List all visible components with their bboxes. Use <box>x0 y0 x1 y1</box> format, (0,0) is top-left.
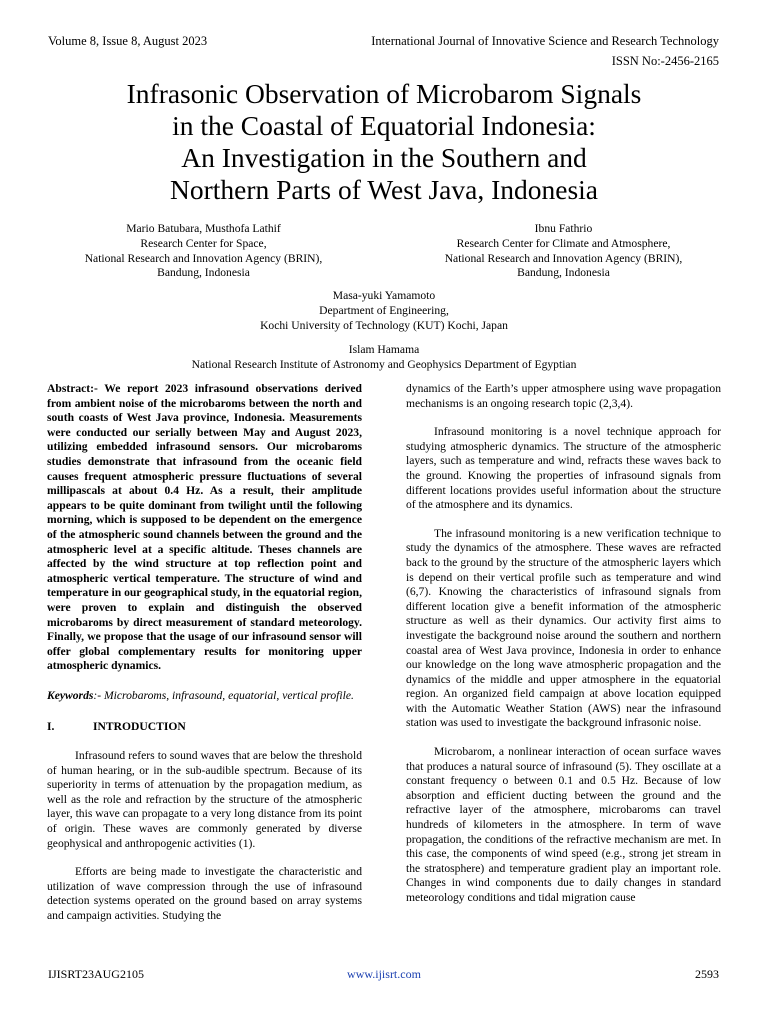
body-paragraph: The infrasound monitoring is a new verification technique to study the dynamics of the atmosphere. These waves are refracted back to the ground by the structure of the atmospheric layers which is depend on their vertical profile such as temperature and wind (6,7). Knowing the characteristics of infrasound signals from different location give a benefit information of the atmospheric structure as well as their dynamics. Our activity first aims to investigate the background noise around the southern and northern coastal area of West Java province, Indonesia in order to enhance our knowledge on the long wave atmospheric propagation and the dynamics of the middle and upper atmosphere in the equatorial region. An organized field campaign at above location equipped with the Automatic Weather Station (AWS) near the infrasound station was used to investigate the background infrasonic noise. <box>406 526 721 730</box>
section-number: I. <box>47 720 55 734</box>
title-line: in the Coastal of Equatorial Indonesia: <box>172 110 596 141</box>
page-number: 2593 <box>695 967 719 981</box>
right-column <box>406 382 721 906</box>
section-title: INTRODUCTION <box>93 720 186 734</box>
left-column <box>47 382 362 924</box>
paper-title <box>0 78 768 206</box>
keywords <box>47 689 362 704</box>
author-location: Bandung, Indonesia <box>517 266 610 280</box>
section-heading <box>47 720 362 735</box>
body-paragraph: Infrasound refers to sound waves that are below the threshold of human hearing, or in the sub-audible spectrum. Because of its superiority in terms of attenuation by the propagation medium, as well as the role and refraction by the structure of the atmospheric layer, this wave can propagate to a very long distance from its point of origin. These waves are commonly generated by diverse geophysical and anthropogenic activities (1). <box>47 749 362 850</box>
author-affiliation: National Research Institute of Astronomy and Geophysics Department of Egyptian <box>191 357 577 371</box>
body-paragraph: Infrasound monitoring is a novel technique approach for studying atmospheric dynamics. The structure of the atmospheric layers, such as temperature and wind, refracts these waves back to the ground. Knowing the properties of infrasound signals from different locations provides useful information about the structure of the atmosphere and its dynamics. <box>406 425 721 512</box>
author-affiliation: Research Center for Space, <box>140 236 267 250</box>
journal-name: International Journal of Innovative Science and Research Technology <box>371 34 719 48</box>
author-names: Ibnu Fathrio <box>534 222 593 235</box>
author-affiliation: National Research and Innovation Agency (BRIN), <box>444 251 683 265</box>
abstract: Abstract:- We report 2023 infrasound observations derived from ambient noise of the microbaroms between the north and south coasts of West Java province, Indonesia. Measurements were conducted our serially between May and August 2023, utilizing embedded infrasound sensors. Our microbaroms studies demonstrate that infrasound from the oceanic field causes frequent atmospheric pressure fluctuations of several millipascals at about 0.4 Hz. As a result, their amplitude appears to be quite dominant from twilight until the following morning, which is supposed to be dependent on the emergence of the atmospheric sound channels between the ground and the atmospheric level at a specific altitude. Theses channels are affected by the wind structure at top reflection point and atmospheric vertical temperature. The structure of wind and temperature in our geographical study, in the equatorial region, were proven to explain and distinguish the observed microbaroms by direct measurement of standard meteorology. Finally, we propose that the usage of our infrasound sensor will offer global complementary results for monitoring upper atmospheric dynamics. <box>47 382 362 673</box>
body-paragraph: Efforts are being made to investigate the characteristic and utilization of wave compression through the use of infrasound detection systems operated on the ground based on array systems and campaign activities. Studying the <box>47 865 362 922</box>
author-block-right <box>422 222 705 281</box>
author-affiliation: National Research and Innovation Agency (BRIN), <box>84 251 323 265</box>
footer-url-link[interactable]: www.ijisrt.com <box>347 967 421 981</box>
body-paragraph: dynamics of the Earth’s upper atmosphere using wave propagation mechanisms is an ongoing research topic (2,3,4). <box>406 382 721 410</box>
title-line: Northern Parts of West Java, Indonesia <box>169 174 598 205</box>
author-affiliation: Kochi University of Technology (KUT) Kochi, Japan <box>260 318 508 332</box>
volume-info: Volume 8, Issue 8, August 2023 <box>48 34 208 48</box>
author-affiliation: Research Center for Climate and Atmosphere, <box>456 236 671 250</box>
author-affiliation: Department of Engineering, <box>319 303 449 317</box>
issn: ISSN No:-2456-2165 <box>611 54 719 68</box>
author-names: Mario Batubara, Musthofa Lathif <box>126 222 281 235</box>
footer-paper-id: IJISRT23AUG2105 <box>48 967 144 981</box>
author-location: Bandung, Indonesia <box>157 266 250 280</box>
author-block-center-2 <box>0 343 768 373</box>
author-block-center-1 <box>0 289 768 333</box>
body-paragraph: Microbarom, a nonlinear interaction of ocean surface waves that produces a natural source of infrasound (5). They oscillate at a constant frequency o between 0.1 and 0.5 Hz. Because of low absorption and efficient ducting between the ground and the refractive layer of the atmosphere, microbaroms can travel hundreds of kilometers in the atmosphere. In term of wave propagation, the conditions of the refractive mechanism are met. In this case, the components of wind speed (e.g., strong jet stream in the stratosphere) and temperature gradient play an important role. Changes in wind components due to daily changes in standard meteorology conditions and tidal migration cause <box>406 745 721 904</box>
author-block-left <box>62 222 345 281</box>
keywords-text: :- Microbaroms, infrasound, equatorial, vertical profile. <box>93 688 354 702</box>
title-line: An Investigation in the Southern and <box>181 142 587 173</box>
keywords-label: Keywords <box>47 688 94 702</box>
author-names: Islam Hamama <box>348 343 420 356</box>
title-line: Infrasonic Observation of Microbarom Signals <box>126 78 642 109</box>
author-names: Masa-yuki Yamamoto <box>332 289 436 302</box>
